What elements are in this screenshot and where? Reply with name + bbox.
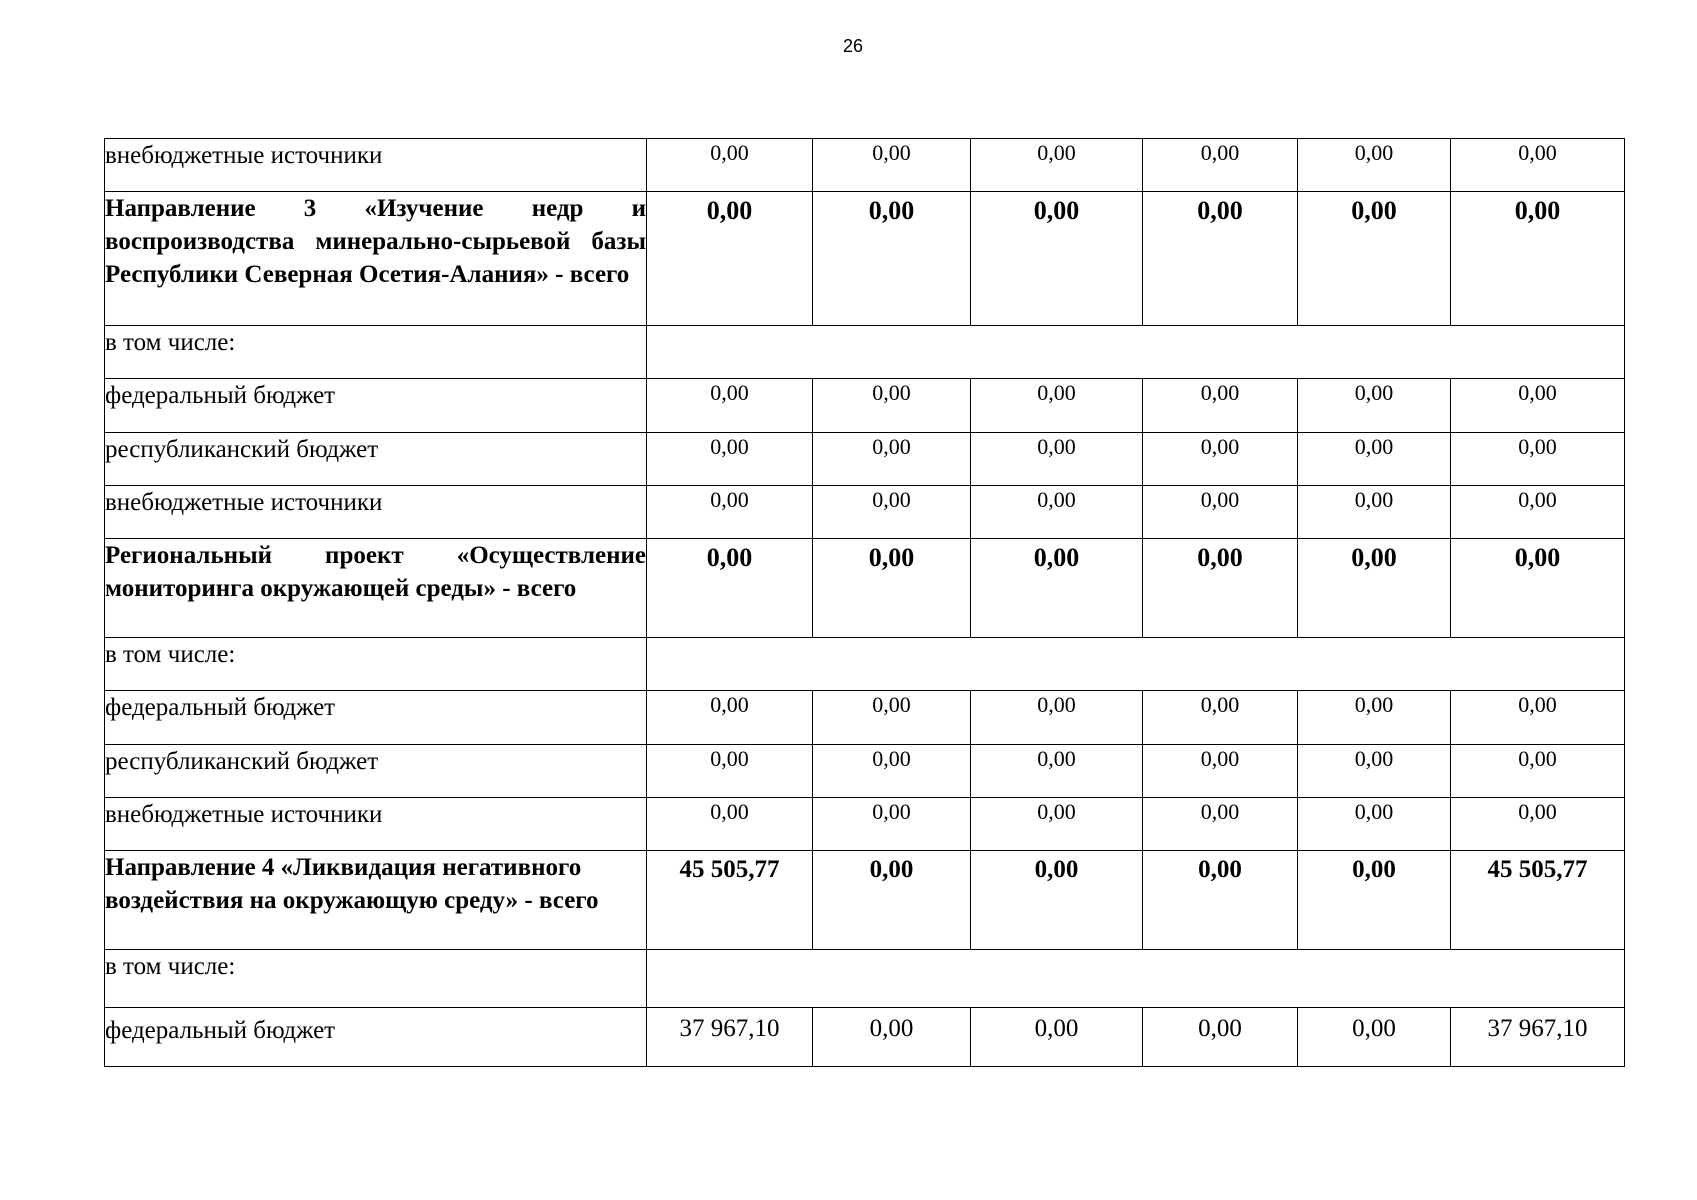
value-cell: 0,00	[1451, 798, 1625, 851]
value-cell: 0,00	[813, 691, 971, 745]
value-cell: 0,00	[1298, 539, 1451, 638]
row-label: Региональный проект «Осуществление мониторинга окружающей среды» - всего	[105, 539, 647, 638]
table-row	[105, 139, 1625, 192]
value-cell: 0,00	[971, 798, 1143, 851]
value-cell: 0,00	[647, 798, 813, 851]
value-cell: 0,00	[813, 486, 971, 539]
value-cell: 0,00	[1143, 379, 1298, 433]
value-cell: 0,00	[813, 798, 971, 851]
table-row	[105, 950, 1625, 1008]
value-cell: 0,00	[1298, 139, 1451, 192]
table-row	[105, 539, 1625, 638]
value-cell: 0,00	[1143, 192, 1298, 326]
empty-span-cell	[647, 326, 1625, 379]
value-cell: 0,00	[971, 1008, 1143, 1067]
row-label: внебюджетные источники	[105, 139, 647, 192]
table-row	[105, 691, 1625, 745]
table-row	[105, 1008, 1625, 1067]
value-cell: 0,00	[1451, 433, 1625, 486]
value-cell: 0,00	[1451, 691, 1625, 745]
table-row	[105, 433, 1625, 486]
row-label: республиканский бюджет	[105, 433, 647, 486]
value-cell: 0,00	[1298, 851, 1451, 950]
value-cell: 0,00	[1143, 486, 1298, 539]
table-row	[105, 851, 1625, 950]
value-cell: 37 967,10	[647, 1008, 813, 1067]
value-cell: 0,00	[971, 192, 1143, 326]
row-label: в том числе:	[105, 326, 647, 379]
table-row	[105, 326, 1625, 379]
value-cell: 0,00	[1143, 745, 1298, 798]
value-cell: 0,00	[1143, 539, 1298, 638]
value-cell: 0,00	[647, 691, 813, 745]
value-cell: 0,00	[1298, 192, 1451, 326]
value-cell: 0,00	[1451, 486, 1625, 539]
value-cell: 0,00	[813, 433, 971, 486]
value-cell: 0,00	[647, 486, 813, 539]
row-label: федеральный бюджет	[105, 379, 647, 433]
value-cell: 0,00	[1298, 379, 1451, 433]
table-row	[105, 486, 1625, 539]
value-cell: 45 505,77	[647, 851, 813, 950]
value-cell: 0,00	[813, 379, 971, 433]
value-cell: 0,00	[647, 139, 813, 192]
value-cell: 0,00	[971, 539, 1143, 638]
value-cell: 0,00	[1143, 139, 1298, 192]
table-row	[105, 379, 1625, 433]
value-cell: 0,00	[1143, 851, 1298, 950]
value-cell: 0,00	[971, 379, 1143, 433]
row-label: Направление 4 «Ликвидация негативного воздействия на окружающую среду» - всего	[105, 851, 647, 950]
value-cell: 0,00	[1143, 798, 1298, 851]
value-cell: 0,00	[1298, 486, 1451, 539]
row-label: внебюджетные источники	[105, 486, 647, 539]
value-cell: 0,00	[647, 745, 813, 798]
value-cell: 45 505,77	[1451, 851, 1625, 950]
value-cell: 0,00	[971, 139, 1143, 192]
value-cell: 0,00	[647, 379, 813, 433]
value-cell: 0,00	[813, 851, 971, 950]
value-cell: 0,00	[647, 539, 813, 638]
value-cell: 0,00	[1298, 798, 1451, 851]
value-cell: 0,00	[813, 1008, 971, 1067]
value-cell: 0,00	[1451, 379, 1625, 433]
row-label: Направление 3 «Изучение недр и воспроизводства минерально-сырьевой базы Республики Северная Осетия-Алания» - всего	[105, 192, 647, 326]
value-cell: 0,00	[1451, 192, 1625, 326]
funding-table	[104, 138, 1625, 1067]
value-cell: 0,00	[813, 745, 971, 798]
value-cell: 0,00	[1143, 691, 1298, 745]
value-cell: 0,00	[1143, 1008, 1298, 1067]
value-cell: 0,00	[971, 486, 1143, 539]
value-cell: 0,00	[971, 691, 1143, 745]
row-label: федеральный бюджет	[105, 691, 647, 745]
row-label: республиканский бюджет	[105, 745, 647, 798]
value-cell: 37 967,10	[1451, 1008, 1625, 1067]
value-cell: 0,00	[1451, 139, 1625, 192]
empty-span-cell	[647, 638, 1625, 691]
row-label: в том числе:	[105, 950, 647, 1008]
table-row	[105, 798, 1625, 851]
row-label: внебюджетные источники	[105, 798, 647, 851]
value-cell: 0,00	[1451, 539, 1625, 638]
value-cell: 0,00	[1298, 691, 1451, 745]
row-label: федеральный бюджет	[105, 1008, 647, 1067]
value-cell: 0,00	[813, 539, 971, 638]
table-row	[105, 192, 1625, 326]
empty-span-cell	[647, 950, 1625, 1008]
value-cell: 0,00	[1298, 433, 1451, 486]
table-row	[105, 745, 1625, 798]
value-cell: 0,00	[813, 192, 971, 326]
value-cell: 0,00	[813, 139, 971, 192]
value-cell: 0,00	[971, 851, 1143, 950]
value-cell: 0,00	[647, 192, 813, 326]
value-cell: 0,00	[647, 433, 813, 486]
value-cell: 0,00	[1451, 745, 1625, 798]
value-cell: 0,00	[971, 433, 1143, 486]
page-number: 26	[842, 36, 864, 56]
value-cell: 0,00	[1143, 433, 1298, 486]
value-cell: 0,00	[1298, 1008, 1451, 1067]
value-cell: 0,00	[971, 745, 1143, 798]
value-cell: 0,00	[1298, 745, 1451, 798]
row-label: в том числе:	[105, 638, 647, 691]
table-row	[105, 638, 1625, 691]
